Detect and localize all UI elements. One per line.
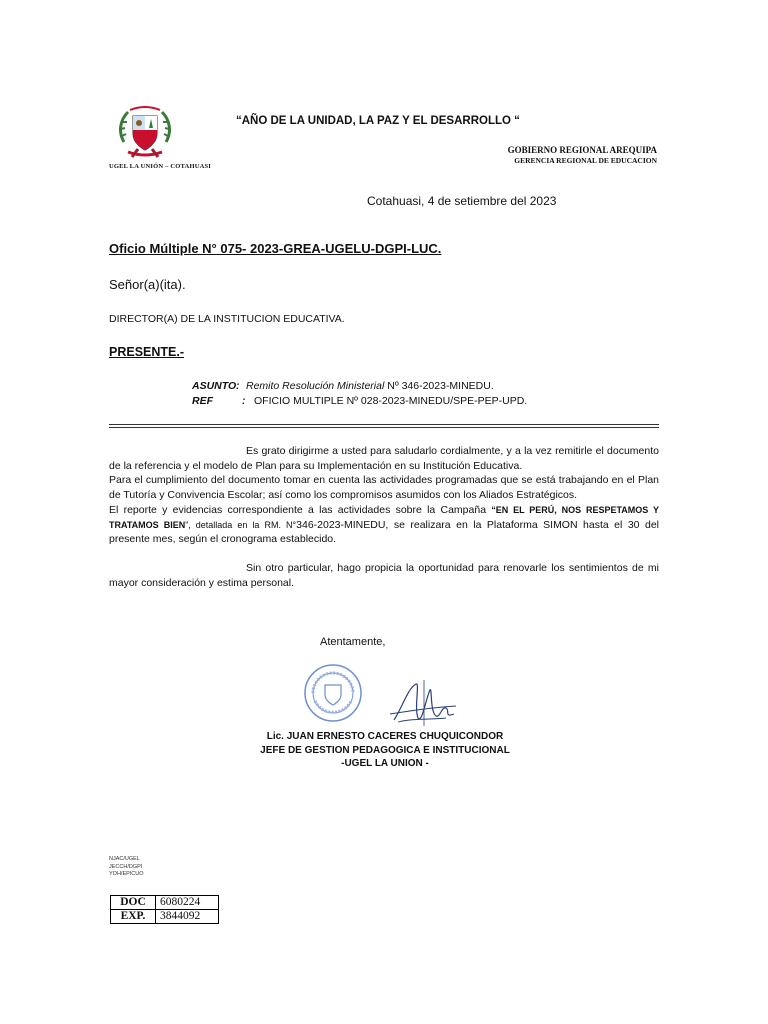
asunto-label: ASUNTO xyxy=(192,380,237,392)
doc-value: 6080224 xyxy=(156,896,219,910)
body-paragraph xyxy=(109,473,659,502)
body-paragraph xyxy=(109,561,659,590)
body-p3a: El reporte y evidencias correspondiente a las actividades sobre la Campaña xyxy=(109,503,492,516)
signer-unit: -UGEL LA UNION - xyxy=(341,758,429,770)
asunto-italic: Remito Resolución Ministerial xyxy=(246,380,385,392)
recipient: DIRECTOR(A) DE LA INSTITUCION EDUCATIVA. xyxy=(109,313,345,325)
reference-initials xyxy=(109,856,144,879)
gerencia-regional: GERENCIA REGIONAL DE EDUCACION xyxy=(514,156,657,165)
body-paragraph xyxy=(109,444,659,473)
divider-line xyxy=(109,427,659,428)
doc-exp-table xyxy=(110,895,219,924)
divider-line xyxy=(109,424,659,425)
ref-sep: : xyxy=(242,395,246,407)
salutation: Señor(a)(ita). xyxy=(109,277,186,292)
peru-coat-of-arms-icon xyxy=(116,102,174,160)
oficio-number: Oficio Múltiple N° 075- 2023-GREA-UGELU-DGPI-LUC. xyxy=(109,241,442,256)
asunto-row xyxy=(192,380,494,392)
initials-line: YOH/EPICUO xyxy=(109,871,144,877)
table-row xyxy=(111,910,219,924)
signer-title: JEFE DE GESTION PEDAGOGICA E INSTITUCIONAL xyxy=(260,744,510,756)
body-p2: Para el cumplimiento del documento tomar en cuenta las actividades programadas que se está trabajando en el Plan de Tutoría y Convivencia Escolar; así como los compromisos asumidos con los Aliados Estratégicos. xyxy=(109,474,659,502)
closing: Atentamente, xyxy=(320,636,386,648)
body-p3d: 346-2023-MINEDU, se realizara en la Plataforma SIMON hasta el 30 del presente mes, según el cronograma establecido. xyxy=(109,518,659,546)
place-date: Cotahuasi, 4 de setiembre del 2023 xyxy=(367,194,557,208)
handwritten-signature-icon xyxy=(384,678,460,728)
year-motto: “AÑO DE LA UNIDAD, LA PAZ Y EL DESARROLLO “ xyxy=(236,115,520,127)
signer-name: Lic. JUAN ERNESTO CACERES CHUQUICONDOR xyxy=(266,731,504,742)
exp-value: 3844092 xyxy=(156,910,219,924)
body-p4: Sin otro particular, hago propicia la oportunidad para renovarle los sentimientos de mi mayor consideración y estima personal. xyxy=(109,561,659,589)
body-p1: Es grato dirigirme a usted para saludarlo cordialmente, y a la vez remitirle el documento de la referencia y el modelo de Plan para su Implementación en su Institución Educativa. xyxy=(109,445,659,472)
campaign-name: “EN EL PERÚ, NOS RESPETAMOS Y TRATAMOS BIEN xyxy=(109,504,659,530)
presente-heading: PRESENTE.- xyxy=(109,345,185,359)
initials-line: JECCH/DGPI xyxy=(109,863,143,870)
gobierno-regional: GOBIERNO REGIONAL AREQUIPA xyxy=(507,145,657,155)
doc-key: DOC xyxy=(111,896,156,910)
table-row xyxy=(111,896,219,910)
ugel-crest-label: UGEL LA UNIÓN – COTAHUASI xyxy=(109,163,212,170)
ref-text: OFICIO MULTIPLE Nº 028-2023-MINEDU/SPE-PEP-UPD. xyxy=(254,395,528,407)
signer-block xyxy=(240,730,530,771)
letter-body xyxy=(109,444,659,590)
ref-label: REF xyxy=(192,395,213,407)
exp-key: EXP. xyxy=(111,910,156,924)
initials-line: NJAC/UGEL xyxy=(109,856,140,862)
body-paragraph xyxy=(109,503,659,547)
body-p3c: ”, detallada en la RM. N° xyxy=(185,519,297,530)
asunto-sep: : xyxy=(236,380,240,392)
asunto-text: Nº 346-2023-MINEDU. xyxy=(384,380,494,392)
ref-row xyxy=(192,395,527,407)
official-seal-icon xyxy=(303,663,363,723)
